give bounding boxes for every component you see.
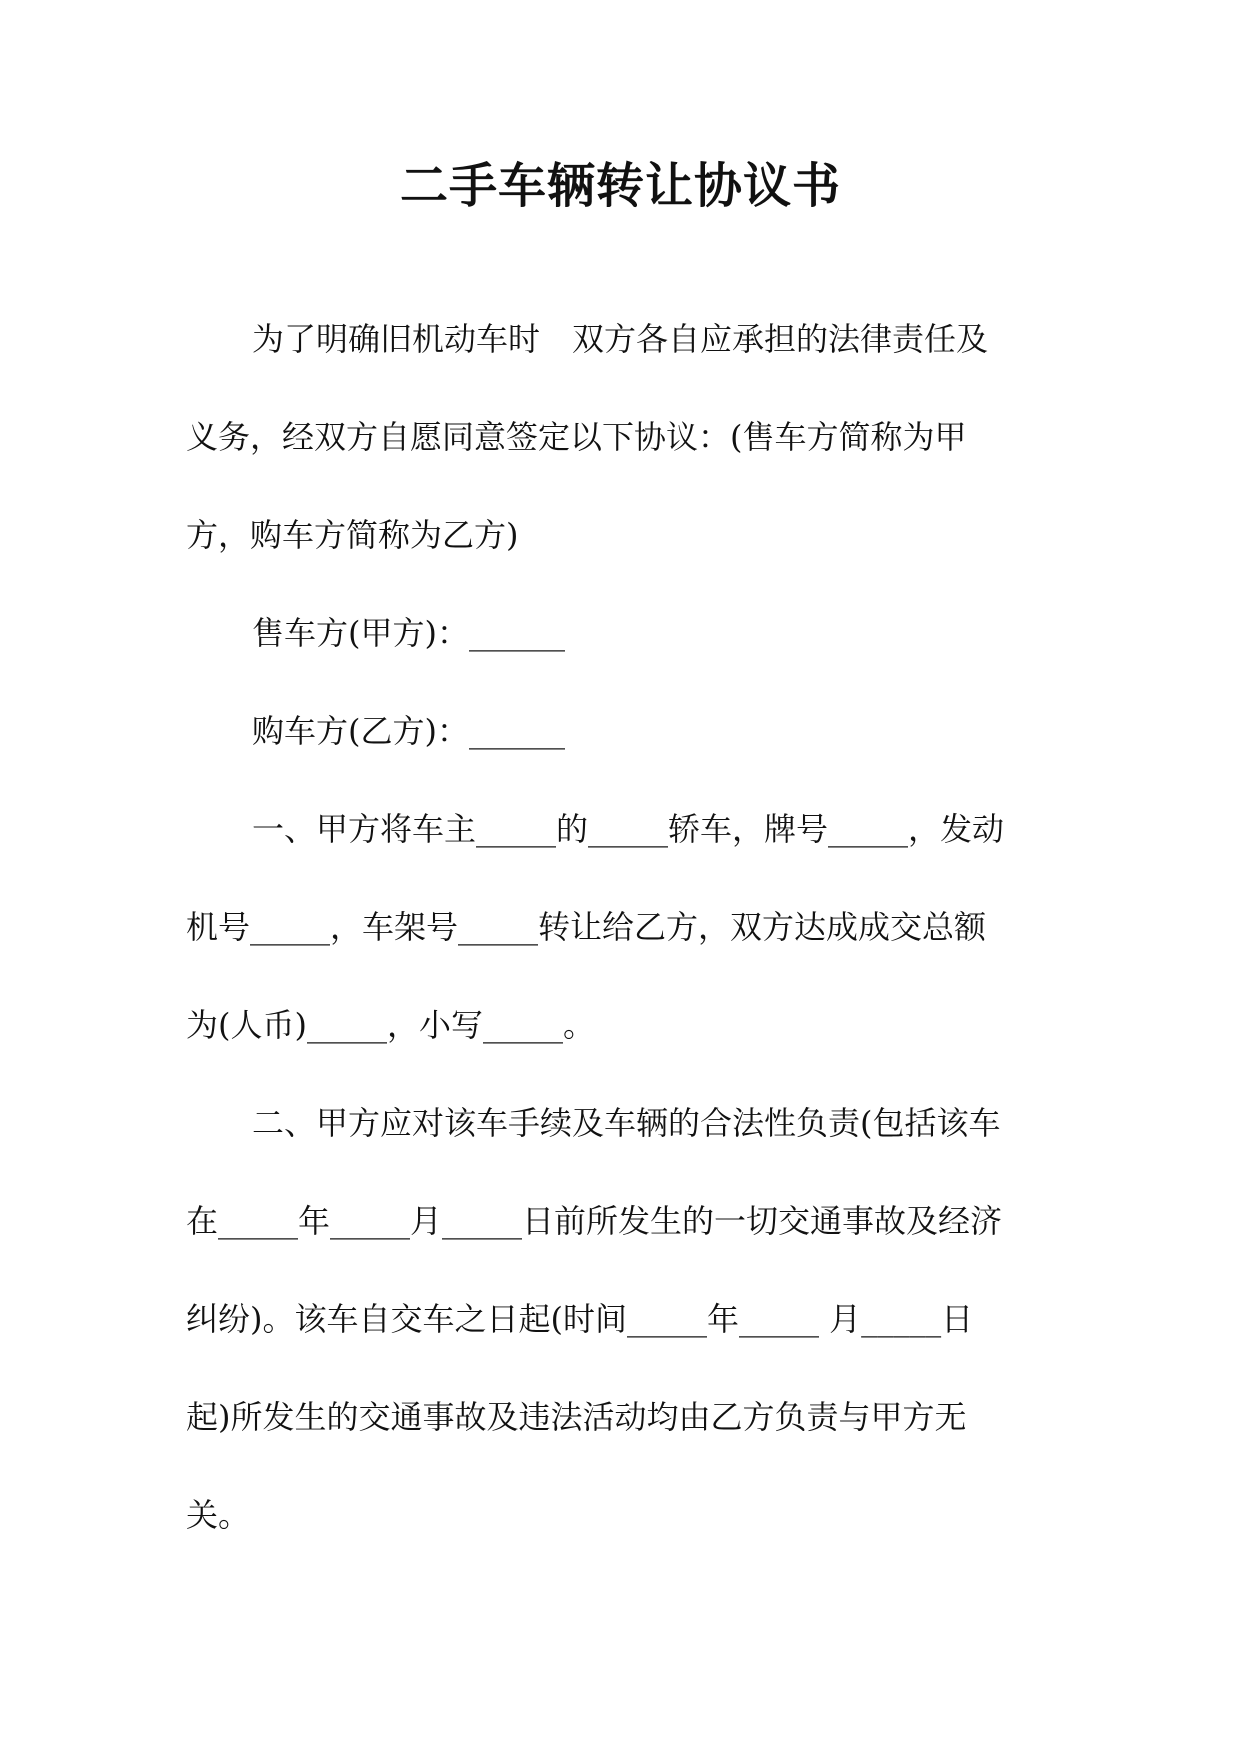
clause-two-line-3: 纠纷)。该车自交车之日起(时间_____年_____ 月_____日 bbox=[186, 1300, 974, 1338]
clause-one-line-1: 一、甲方将车主_____的_____轿车，牌号_____，发动 bbox=[252, 810, 1005, 848]
document-body bbox=[186, 290, 1066, 1564]
document-title: 二手车辆转让协议书 bbox=[399, 158, 841, 214]
paragraph-intro-line-1: 为了明确旧机动车时 双方各自应承担的法律责任及 bbox=[252, 320, 989, 358]
clause-two-line-5: 关。 bbox=[186, 1496, 251, 1534]
clause-two-line-4: 起)所发生的交通事故及违法活动均由乙方负责与甲方无 bbox=[186, 1398, 967, 1436]
paragraph-intro-line-2: 义务，经双方自愿同意签定以下协议：(售车方简称为甲 bbox=[186, 418, 967, 456]
paragraph-intro-line-3: 方，购车方简称为乙方) bbox=[186, 516, 519, 554]
clause-two-line-2: 在_____年_____月_____日前所发生的一切交通事故及经济 bbox=[186, 1202, 1003, 1240]
buyer-field-line: 购车方(乙方)：______ bbox=[252, 712, 565, 750]
clause-one-line-3: 为(人币)_____，小写_____。 bbox=[186, 1006, 595, 1044]
clause-one-line-2: 机号_____，车架号_____转让给乙方，双方达成成交总额 bbox=[186, 908, 987, 946]
clause-two-line-1: 二、甲方应对该车手续及车辆的合法性负责(包括该车 bbox=[252, 1104, 1001, 1142]
seller-field-line: 售车方(甲方)：______ bbox=[252, 614, 565, 652]
